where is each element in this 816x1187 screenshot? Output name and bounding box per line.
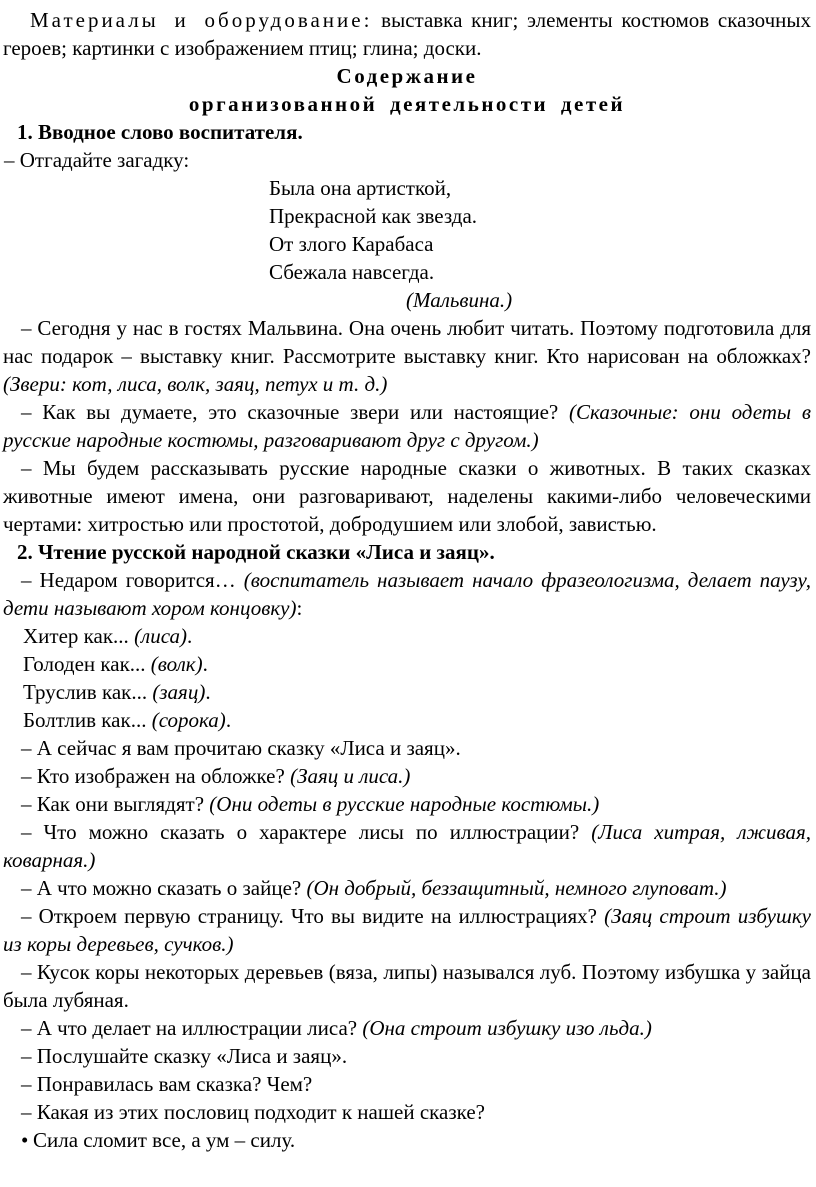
text-segment: . [186,624,193,648]
paragraph [3,398,811,454]
text-segment: Болтлив как... [23,708,152,732]
paragraph [3,734,811,762]
poem-line: Была она артисткой, [269,176,452,200]
text-segment: (Она строит избушку изо льда.) [362,1016,652,1040]
bullet-item [3,1126,811,1154]
paragraph [3,958,811,1014]
text-segment: (Заяц и лиса.) [290,764,411,788]
text-segment: (Они одеты в русские народные костюмы.) [209,792,600,816]
text-segment: – Недаром говорится… [21,568,244,592]
paragraph [3,314,811,398]
paragraph [3,1098,811,1126]
text-segment: выставка книг; элементы костюмов сказочных героев; картинки с изображением птиц; глина; доски. [3,8,811,60]
text-segment: . [225,708,232,732]
text-segment: – А сейчас я вам прочитаю сказку «Лиса и заяц». [21,736,461,760]
text-segment: – Кусок коры некоторых деревьев (вяза, липы) назывался луб. Поэтому избушка у зайца была лубяная. [3,960,811,1012]
text-segment: (заяц) [152,680,206,704]
saying-line [3,622,811,650]
paragraph [3,6,811,62]
paragraph [3,1014,811,1042]
poem-line: Прекрасной как звезда. [269,204,478,228]
text-segment: – Как они выглядят? [21,792,210,816]
text-segment: (Сказочные: они одеты в русские народные костюмы, разговаривают друг с другом.) [3,400,811,452]
text-segment: Голоден как... [23,652,151,676]
text-segment: (Лиса хитрая, лживая, коварная.) [3,820,811,872]
text-segment: 1. Вводное слово воспитателя. [17,120,303,144]
poem-block [3,174,811,286]
saying-line [3,650,811,678]
text-segment: – Послушайте сказку «Лиса и заяц». [21,1044,348,1068]
text-segment: (Он добрый, беззащитный, немного глуповат.) [306,876,727,900]
text-segment: – Понравилась вам сказка? Чем? [21,1072,313,1096]
paragraph [3,1042,811,1070]
paragraph [3,762,811,790]
paragraph [3,790,811,818]
text-segment: . [205,680,211,704]
text-segment: – Сегодня у нас в гостях Мальвина. Она очень любит читать. Поэтому подготовила для нас подарок – выставку книг. Рассмотрите выставку книг. Кто нарисован на обложках? [3,316,811,368]
text-segment: – Что можно сказать о характере лисы по иллюстрации? [21,820,592,844]
paragraph [3,874,811,902]
text-segment: (Заяц строит избушку из коры деревьев, сучков.) [3,904,811,956]
heading-line: организованной деятельности детей [188,92,626,116]
text-segment: (Мальвина.) [406,288,513,312]
text-segment: (лиса) [134,624,187,648]
heading-line: Содержание [336,64,478,88]
text-segment: – Какая из этих пословиц подходит к нашей сказке? [21,1100,485,1124]
paragraph [3,454,811,538]
bullet-icon: • [21,1128,29,1152]
paragraph [3,566,811,622]
text-segment: Труслив как... [23,680,153,704]
section-heading [3,62,811,118]
paragraph [3,146,811,174]
text-segment: (волк) [150,652,203,676]
text-segment: . [202,652,208,676]
text-segment: – А что делает на иллюстрации лиса? [21,1016,363,1040]
poem-line: От злого Карабаса [269,232,434,256]
text-segment: (сорока) [151,708,226,732]
text-segment: (Звери: кот, лиса, волк, заяц, петух и т. д.) [3,372,388,396]
text-segment: Сила сломит все, а ум – силу. [33,1128,296,1152]
saying-line [3,678,811,706]
section-title [3,538,811,566]
text-segment: Хитер как... [23,624,135,648]
saying-line [3,706,811,734]
text-segment: – Кто изображен на обложке? [21,764,291,788]
text-segment: – Мы будем рассказывать русские народные сказки о животных. В таких сказках животные имеют имена, они разговаривают, наделены какими-либо человеческими чертами: хитростью или простотой, добродушием или злобой, завистью. [3,456,811,536]
text-segment: – Откроем первую страницу. Что вы видите на иллюстрациях? [21,904,605,928]
text-segment: Материалы и оборудование: [30,8,373,32]
text-segment: – Как вы думаете, это сказочные звери или настоящие? [21,400,570,424]
paragraph [3,1070,811,1098]
text-segment: (воспитатель называет начало фразеологизма, делает паузу, дети называют хором концовку) [3,568,811,620]
text-segment: – А что можно сказать о зайце? [21,876,307,900]
paragraph [3,818,811,874]
text-segment: – Отгадайте загадку: [4,148,190,172]
section-title [3,118,811,146]
poem-line: Сбежала навсегда. [269,260,435,284]
text-segment: : [296,596,303,620]
poem-attribution [3,286,811,314]
text-segment: 2. Чтение русской народной сказки «Лиса и заяц». [17,540,495,564]
paragraph [3,902,811,958]
